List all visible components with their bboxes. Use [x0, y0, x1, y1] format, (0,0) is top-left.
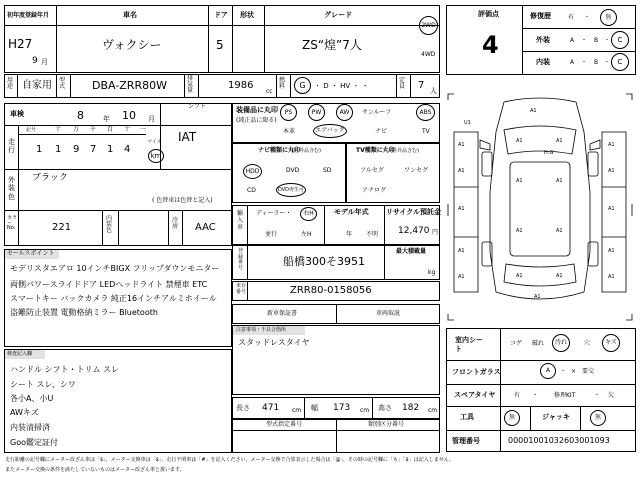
equipment-subtitle: (純正品に限る)	[236, 117, 277, 124]
damage-mark-18: A1	[516, 273, 523, 279]
recycle-label: リサイクル預託金	[386, 208, 442, 216]
damage-mark-17: A1	[556, 228, 563, 234]
spare-opt-dot2: ・	[594, 392, 601, 399]
seat-opt-tear: 破れ	[532, 340, 545, 347]
damage-mark-14: A1	[516, 178, 523, 184]
tv-analog: アナログ	[362, 187, 387, 194]
exterior-color-note: ( 色替車は色替と記入)	[152, 197, 213, 204]
repair-none-circle: 無	[600, 9, 617, 26]
glass-opt-x: ×	[571, 368, 577, 375]
control-number-label: 管理番号	[452, 437, 480, 445]
spare-opt-dot1: ・	[532, 392, 539, 399]
inspection-label: 車検	[10, 110, 24, 118]
inspection-month-unit: 月	[148, 115, 155, 123]
damage-mark-12: A1	[516, 138, 523, 144]
capacity-label: 定員	[399, 77, 406, 90]
tv-fullseg: フルセグ	[360, 167, 384, 174]
repair-label: 修復歴	[530, 12, 551, 20]
grade: ZS“煌”7人	[302, 38, 362, 52]
damage-mark-7: A1	[608, 206, 615, 212]
reg-year-label: 初年度登録年月	[7, 12, 50, 19]
equip-navi: ナビ	[375, 128, 388, 135]
damage-mark-0: U1	[464, 120, 471, 126]
equip-airbag-circle: エアバック	[313, 124, 347, 138]
spare-opt-missing: 欠	[608, 392, 615, 399]
spare-opt-kit: 修理KIT	[554, 392, 576, 399]
spare-tire-label: スペアタイヤ	[454, 391, 496, 399]
control-number: 00001001032603001093	[508, 436, 610, 445]
import-dealer: ディーラー・	[256, 210, 292, 217]
int-grade-b: B	[594, 59, 599, 66]
exterior-grade-label: 外装	[536, 36, 550, 44]
chassis-number: ZRR80-0158056	[290, 285, 372, 296]
mileage-digit-4: 1	[107, 144, 114, 155]
tv-oneseg: ワンセグ	[404, 167, 429, 174]
jack-none-circle: 無	[590, 410, 606, 426]
inspector-line-0: ハンドル シフト・トリム スレ	[10, 365, 120, 374]
inspection-month: 10	[122, 109, 136, 122]
registration-number: 船橋300そ3951	[283, 255, 365, 268]
damage-mark-5: A1	[608, 168, 615, 174]
damage-mark-16: A1	[516, 228, 523, 234]
damage-mark-11: A1	[608, 274, 615, 280]
sales-points-label: セールスポイント	[7, 250, 55, 257]
cc-unit: cc	[266, 88, 273, 95]
length-cm: cm	[292, 407, 302, 414]
registration-label: 登録番号	[238, 248, 244, 271]
mileage-digit-5: 4	[124, 144, 131, 155]
fuel-options: ・ D ・ HV ・ ・	[314, 82, 369, 90]
width-label: 幅	[311, 404, 318, 412]
color-code-label: カラー No.	[7, 215, 18, 231]
drive-4wd: 4WD	[421, 51, 436, 58]
equip-pw-circle: PW	[308, 104, 325, 121]
equip-aw-circle: AW	[336, 104, 353, 121]
int-grade-c-circle: C	[611, 53, 629, 71]
nav-hdd-circle: HDD	[243, 164, 262, 179]
mileage-label: 走行	[8, 138, 15, 155]
seat-opt-hole: 穴	[584, 340, 591, 347]
displacement: 1986	[228, 80, 254, 91]
fuel-selected-circle: G	[294, 77, 311, 94]
mileage-digit-3: 7	[90, 144, 97, 155]
nav-sd: SD	[323, 167, 332, 174]
mileage-header-4: 百	[107, 126, 114, 133]
damage-mark-8: A1	[458, 248, 465, 254]
max-load-label: 最大積載量	[396, 248, 427, 255]
model-label: 型式	[59, 77, 66, 90]
mileage-header-2: 万	[73, 126, 80, 133]
height: 182	[402, 403, 420, 413]
mileage-header-0: 記号	[26, 127, 37, 133]
nav-dvd-playback-circle: DVD再生可	[276, 183, 306, 197]
mileage-header-5: 十	[124, 126, 131, 133]
seat-opt-scratch-circle: キズ	[602, 334, 620, 352]
damage-marks	[458, 108, 615, 300]
equip-tv: TV	[422, 128, 430, 135]
recycle-amount: 12,470	[398, 226, 430, 236]
car-outline	[448, 94, 632, 320]
reg-month-unit: 月	[41, 58, 48, 66]
doors-label: ドア	[214, 11, 228, 19]
nav-types-title: ナビ種類に丸印	[258, 147, 301, 154]
fuel-label: 燃料	[279, 77, 286, 90]
exterior-color: ブラック	[32, 173, 68, 183]
damage-mark-6: A1	[458, 206, 465, 212]
damage-mark-10: A1	[458, 274, 465, 280]
score-value: 4	[482, 31, 499, 59]
ac-value: AAC	[195, 222, 216, 233]
recycle-yen: 円	[432, 229, 439, 236]
length: 471	[262, 403, 280, 413]
vehicle-manual: 車両取説	[376, 310, 401, 317]
glass-opt-a-circle: A	[540, 363, 556, 379]
inspector-line-2: 各小A、小U	[10, 394, 54, 403]
equip-ps-circle: PS	[280, 104, 297, 121]
ext-grade-dot1: ・	[581, 37, 588, 44]
length-label: 長さ	[236, 404, 250, 412]
inspector-label: 検査記入欄	[7, 351, 33, 357]
damage-mark-3: A1	[608, 142, 615, 148]
score-label: 評価点	[478, 10, 499, 18]
model: DBA-ZRR80W	[92, 79, 167, 92]
nav-dvd: DVD	[286, 167, 300, 174]
repair-opt-0: 有	[568, 14, 575, 21]
tv-types-title: TV種類に丸印	[356, 147, 395, 154]
damage-mark-21: H:G	[544, 150, 554, 156]
capacity-unit: 人	[430, 87, 437, 95]
doors: 5	[216, 38, 224, 52]
notes-label: 注意事項・不具合箇所	[236, 327, 287, 333]
damage-mark-15: A1	[556, 178, 563, 184]
model-year-label: モデル年式	[334, 208, 369, 216]
seat-opt-stain-circle: 汚れ	[552, 334, 570, 352]
interior-grade-label: 内装	[536, 58, 550, 66]
sales-point-line-0: モデリスタエアロ 10インチBIGX フリップダウンモニター	[10, 264, 220, 273]
color-code: 221	[52, 222, 72, 233]
ext-grade-b: B	[594, 37, 599, 44]
mileage-header-6: 一	[140, 126, 147, 133]
glass-opt-replace: 要交	[582, 368, 595, 375]
type-cert-label: 型式指定番号	[266, 421, 303, 428]
jack-label: ジャッキ	[542, 413, 570, 421]
new-car-warranty: 新車保証書	[267, 310, 298, 317]
notes-line-0: スタッドレスタイヤ	[238, 338, 310, 347]
inspector-line-3: AWキズ	[10, 408, 39, 417]
grade-label: グレード	[324, 11, 352, 19]
spare-opt-yes: 有	[514, 392, 521, 399]
tools-none-circle: 無	[504, 410, 520, 426]
usage-label: 用途	[7, 77, 14, 90]
footer-note-1: 走行距離の記号欄にメーター改ざん車は「$」、メーター交換車は「$」、走行不明車は「#」を記入ください。メーター交換で合算表示した場合は「@」、その時の記号欄に「も」「$」は記入しません。	[5, 457, 455, 463]
equip-abs-circle: ABS	[416, 104, 435, 121]
int-grade-a: A	[570, 59, 575, 66]
inspector-line-4: 内装清掃済	[10, 423, 50, 432]
mileage-digit-2: 9	[73, 144, 80, 155]
body-shape-label: 形状	[240, 11, 254, 19]
int-grade-dot2: ・	[604, 59, 611, 66]
reg-era: H27	[8, 37, 33, 51]
reg-month: 9	[32, 56, 38, 66]
equip-sunroof: サンルーフ	[362, 109, 392, 116]
inspection-year: 8	[77, 109, 84, 122]
capacity: 7	[418, 80, 425, 91]
footer-note-2: またメーター交換の条件を満たしていないものはメーター改ざん車と扱います。	[5, 467, 185, 473]
class-label: 類別区分番号	[368, 421, 405, 428]
max-load-kg: kg	[428, 269, 436, 276]
damage-mark-20: A1	[534, 294, 541, 300]
ext-grade-c-circle: C	[611, 31, 629, 49]
repair-opt-1: ・	[584, 14, 591, 21]
import-right-hand-circle: 右H	[300, 207, 317, 221]
car-damage-diagram	[444, 92, 636, 322]
mileage-header-1: 十	[55, 126, 62, 133]
front-glass-label: フロントガラス	[452, 368, 501, 376]
ext-grade-dot2: ・	[604, 37, 611, 44]
seat-opt-burn: コゲ	[510, 340, 523, 347]
width: 173	[333, 403, 351, 413]
damage-mark-1: A1	[530, 108, 537, 114]
mileage-unit-km-circle: km	[148, 149, 164, 163]
import-parallel: 並行	[265, 231, 278, 238]
model-year-year-unit: 年	[346, 231, 353, 238]
damage-mark-9: A1	[608, 248, 615, 254]
inspector-line-1: シート スレ、シワ	[10, 380, 76, 389]
interior-color-label: 内装色	[106, 215, 113, 234]
usage: 自家用	[22, 80, 52, 91]
damage-mark-19: A1	[556, 273, 563, 279]
int-grade-dot1: ・	[581, 59, 588, 66]
nav-cd: CD	[247, 187, 256, 194]
damage-mark-2: A1	[458, 142, 465, 148]
inspector-line-5: Goo鑑定証付	[10, 438, 58, 447]
mileage-unit-mile: マイル	[147, 139, 162, 145]
shift-value: IAT	[178, 130, 197, 144]
height-label: 高さ	[378, 404, 392, 412]
sales-point-line-2: スマートキー バックカメラ 純正16インチアルミホイール	[10, 294, 217, 303]
tv-types-subtitle: (社外品含む)	[390, 148, 419, 154]
width-cm: cm	[360, 407, 370, 414]
equip-leather: 本革	[283, 128, 296, 135]
sales-point-line-3: 盗難防止装置 電動格納ミラー Bluetooth	[10, 308, 158, 317]
import-label: 輸入車	[237, 210, 244, 232]
ac-label: 冷房	[172, 217, 179, 230]
interior-seat-label: 室内シート	[455, 336, 483, 354]
mileage-digit-1: 1	[55, 144, 62, 155]
nav-types-subtitle: (社外品含む)	[292, 148, 321, 154]
damage-mark-13: A1	[556, 138, 563, 144]
glass-opt-dot: ・	[560, 368, 567, 375]
car-name-label: 車名	[123, 11, 137, 19]
ext-grade-a: A	[570, 37, 575, 44]
import-left-hand: 左H	[301, 231, 312, 238]
drive-2wd-circle: 2WD	[419, 16, 438, 35]
model-year-unknown: 不明	[366, 231, 379, 238]
shift-label: シフト	[188, 103, 207, 110]
sales-point-line-1: 両側パワースライドドア LEDヘッドライト 禁煙車 ETC	[10, 280, 208, 289]
car-name: ヴォクシー	[102, 38, 162, 52]
mileage-digit-0: 1	[36, 144, 43, 155]
tools-label: 工具	[460, 413, 474, 421]
damage-mark-4: A1	[458, 168, 465, 174]
equipment-title: 装備品に丸印	[236, 106, 278, 114]
exterior-label: 外装色	[8, 176, 15, 201]
mileage-header-3: 千	[90, 126, 97, 133]
height-cm: cm	[428, 407, 438, 414]
chassis-label: 車台番号	[236, 283, 247, 295]
inspection-year-unit: 年	[103, 115, 110, 123]
displacement-label: 排気量	[187, 75, 194, 94]
